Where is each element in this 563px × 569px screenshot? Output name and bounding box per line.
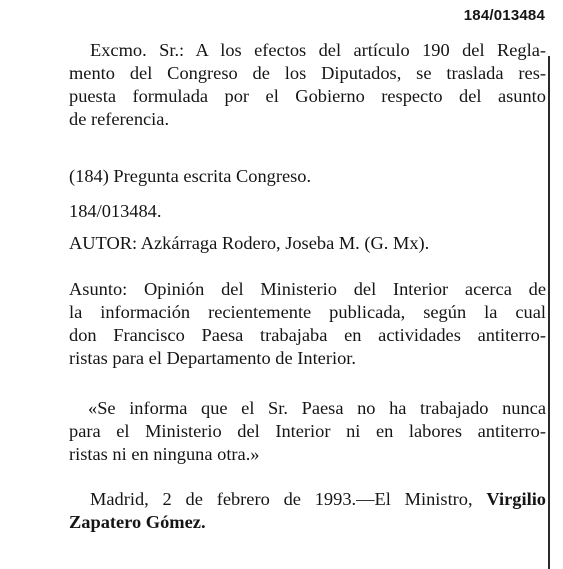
question-number-text: 184/013484.	[69, 201, 162, 221]
vertical-column-rule	[548, 56, 550, 569]
signature-name-first: Virgilio	[486, 489, 546, 509]
subject-line: Asunto: Opinión del Ministerio del Interior acerca de	[69, 279, 546, 299]
intro-line: mento del Congreso de los Diputados, se traslada res-	[69, 63, 546, 83]
subject-line: don Francisco Paesa trabajaba en actividades antiterro-	[69, 325, 546, 345]
question-number	[69, 200, 546, 223]
subject-line: la información recientemente publicada, según la cual	[69, 302, 546, 322]
author-text: AUTOR: Azkárraga Rodero, Joseba M. (G. Mx).	[69, 233, 430, 253]
question-type-text: (184) Pregunta escrita Congreso.	[69, 166, 312, 186]
intro-line: de referencia.	[69, 109, 170, 129]
author-line	[69, 232, 546, 255]
signature-date: Madrid, 2 de febrero de 1993.—El Ministro,	[90, 489, 487, 509]
answer-line: «Se informa que el Sr. Paesa no ha trabajado nunca	[88, 398, 546, 418]
subject-line: ristas para el Departamento de Interior.	[69, 348, 356, 368]
subject-paragraph	[69, 278, 546, 370]
intro-line: Excmo. Sr.: A los efectos del artículo 190 del Regla-	[90, 40, 546, 60]
intro-line: puesta formulada por el Gobierno respecto del asunto	[69, 86, 546, 106]
signature-line	[69, 488, 546, 511]
question-type	[69, 165, 546, 188]
signature-name-last: Zapatero Gómez.	[69, 512, 206, 532]
answer-line: ristas ni en ninguna otra.»	[69, 444, 260, 464]
answer-line: para el Ministerio del Interior ni en labores antiterro-	[69, 421, 546, 441]
intro-paragraph	[69, 39, 546, 131]
signature-paragraph	[69, 488, 546, 534]
document-number-header: 184/013484	[463, 7, 545, 24]
answer-paragraph	[69, 397, 546, 466]
